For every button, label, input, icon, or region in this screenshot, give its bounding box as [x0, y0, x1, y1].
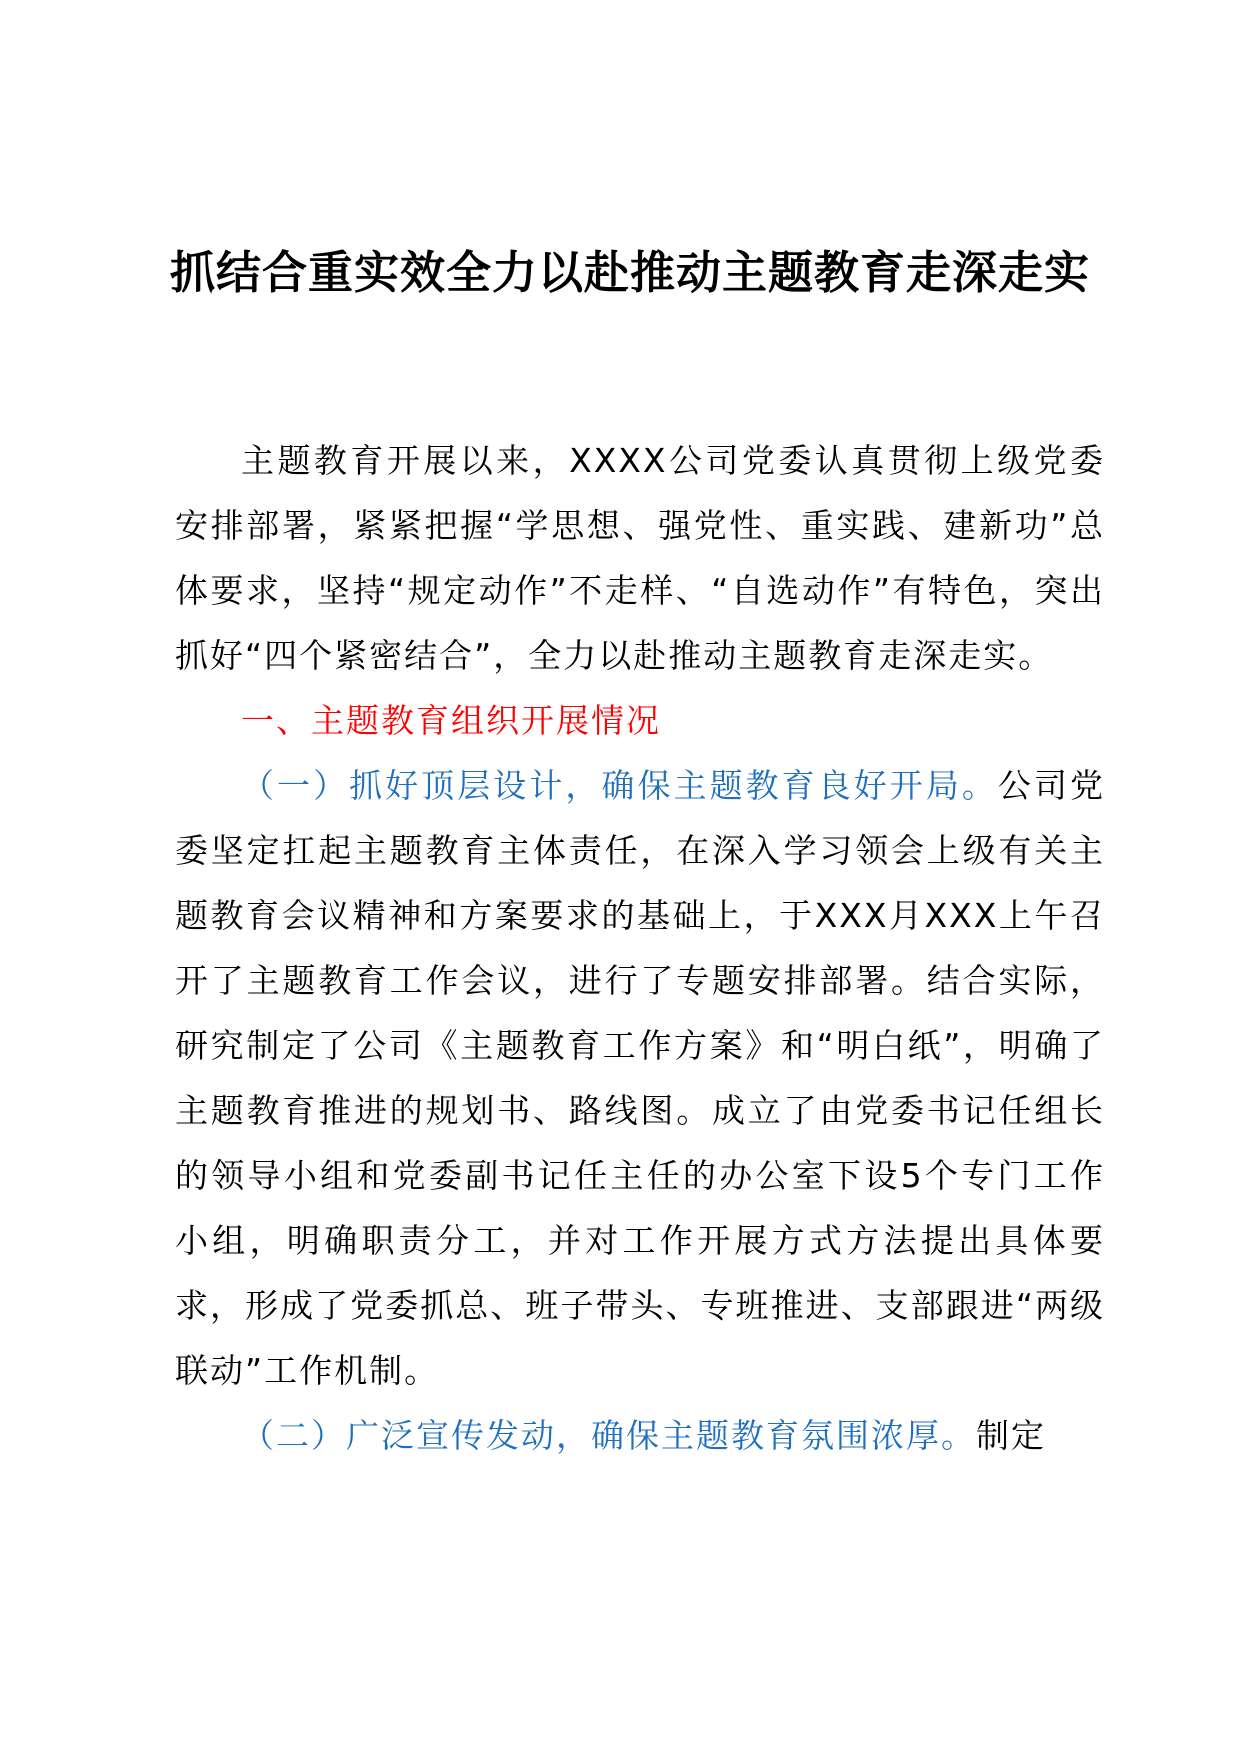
subsection-2-paragraph [175, 1403, 1105, 1468]
section-heading: 一、主题教育组织开展情况 [241, 701, 661, 740]
document-body [175, 428, 1105, 1468]
intro-paragraph: 主题教育开展以来，XXXX公司党委认真贯彻上级党委安排部署，紧紧把握“学思想、强党性、重实践、建新功”总体要求，坚持“规定动作”不走样、“自选动作”有特色，突出抓好“四个紧密结合”，全力以赴推动主题教育走深走实。 [175, 441, 1105, 675]
subsection-2-heading: （二）广泛宣传发动，确保主题教育氛围浓厚。 [241, 1416, 976, 1455]
subsection-2-body: 制定 [976, 1416, 1046, 1455]
subsection-1-body: 公司党委坚定扛起主题教育主体责任，在深入学习领会上级有关主题教育会议精神和方案要求的基础上，于XXX月XXX上午召开了主题教育工作会议，进行了专题安排部署。结合实际，研究制定了公司《主题教育工作方案》和“明白纸”，明确了主题教育推进的规划书、路线图。成立了由党委书记任组长的领导小组和党委副书记任主任的办公室下设5个专门工作小组，明确职责分工，并对工作开展方式方法提出具体要求，形成了党委抓总、班子带头、专班推进、支部跟进“两级联动”工作机制。 [175, 766, 1106, 1390]
subsection-1-paragraph [175, 753, 1105, 1403]
document-title: 抓结合重实效全力以赴推动主题教育走深走实 [169, 246, 1090, 299]
subsection-1-heading: （一）抓好顶层设计，确保主题教育良好开局。 [241, 766, 998, 805]
